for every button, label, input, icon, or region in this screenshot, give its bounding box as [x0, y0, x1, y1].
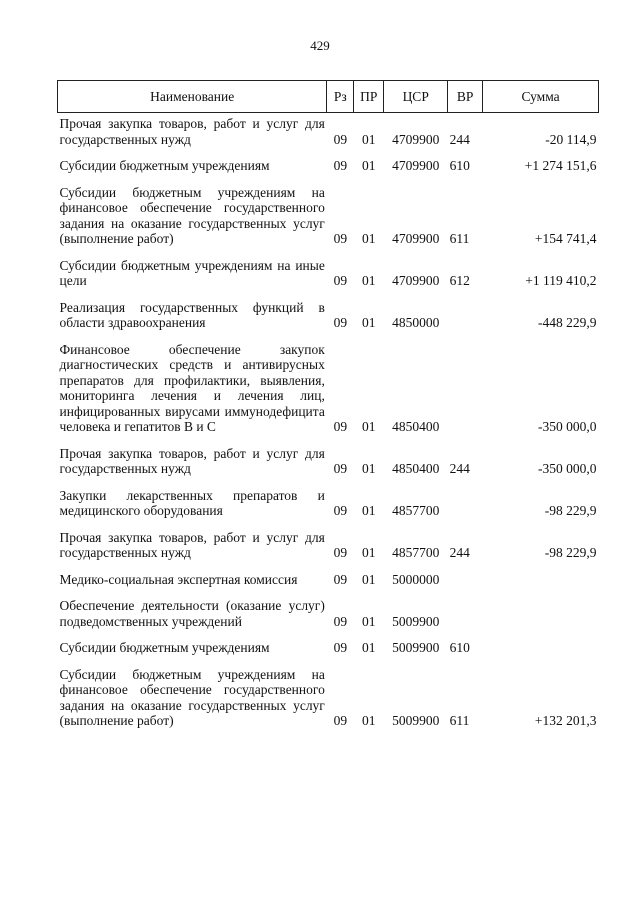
cell-vr: [448, 293, 483, 335]
table-row: [58, 481, 599, 523]
cell-rz: 09: [333, 461, 348, 476]
cell-vr: [448, 565, 483, 592]
table-header: [58, 81, 599, 113]
cell-name: Реализация государственных функций в области здравоохранения: [59, 299, 325, 330]
cell-csr: 4850400: [392, 419, 440, 434]
cell-pr: 01: [362, 571, 376, 587]
cell-rz: 09: [333, 131, 348, 147]
cell-name: Медико-социальная экспертная комиссия: [59, 571, 298, 587]
cell-csr: 4850000: [392, 315, 440, 330]
cell-name: Субсидии бюджетным учреждениям на финансовое обеспечение государственного задания на оказание государственных услуг (выполнение работ): [59, 184, 325, 246]
cell-name: Прочая закупка товаров, работ и услуг для государственных нужд: [59, 445, 325, 476]
cell-sum: -98 229,9: [544, 503, 597, 518]
cell-sum: +1 119 410,2: [525, 273, 597, 288]
table-row: [58, 565, 599, 592]
cell-name: Субсидии бюджетным учреждениям: [59, 158, 270, 173]
header-pr: ПР: [354, 81, 384, 113]
cell-pr: 01: [362, 713, 376, 728]
table-row: [58, 251, 599, 293]
table-row: [58, 335, 599, 439]
cell-name: Прочая закупка товаров, работ и услуг для государственных нужд: [59, 529, 325, 560]
cell-vr: 612: [449, 273, 470, 288]
cell-sum: -350 000,0: [538, 461, 597, 476]
cell-pr: 01: [362, 640, 376, 655]
cell-rz: 09: [333, 613, 348, 629]
table-row: [58, 633, 599, 660]
cell-rz: 09: [333, 545, 348, 560]
cell-vr: 611: [449, 231, 470, 246]
cell-pr: 01: [362, 315, 376, 330]
cell-sum: -20 114,9: [545, 131, 597, 147]
cell-sum: [483, 591, 599, 633]
cell-pr: 01: [362, 419, 376, 434]
cell-vr: 610: [449, 640, 470, 655]
cell-csr: 5009900: [392, 640, 440, 655]
cell-vr: 244: [449, 545, 470, 560]
cell-sum: -98 229,9: [544, 545, 597, 560]
table-row: [58, 591, 599, 633]
cell-sum: [483, 633, 599, 660]
cell-sum: +1 274 151,6: [524, 158, 597, 173]
cell-vr: 244: [449, 461, 470, 476]
cell-name: Обеспечение деятельности (оказание услуг) подведомственных учреждений: [59, 598, 325, 629]
table-row: [58, 113, 599, 152]
cell-vr: [448, 335, 483, 439]
cell-rz: 09: [333, 640, 348, 655]
table-row: [58, 151, 599, 178]
header-sum: Сумма: [483, 81, 599, 113]
cell-pr: 01: [362, 131, 376, 147]
cell-vr: [448, 591, 483, 633]
cell-name: Субсидии бюджетным учреждениям на финансовое обеспечение государственного задания на оказание государственных услуг (выполнение работ): [59, 666, 325, 728]
cell-vr: 244: [449, 131, 470, 147]
cell-name: Прочая закупка товаров, работ и услуг для государственных нужд: [59, 116, 325, 147]
header-vr: ВР: [448, 81, 483, 113]
header-csr: ЦСР: [384, 81, 448, 113]
budget-table: [57, 80, 599, 733]
cell-pr: 01: [362, 273, 376, 288]
cell-pr: 01: [362, 461, 376, 476]
table-row: [58, 439, 599, 481]
cell-sum: +154 741,4: [534, 231, 597, 246]
cell-csr: 4709900: [392, 131, 440, 147]
cell-rz: 09: [333, 571, 348, 587]
cell-name: Субсидии бюджетным учреждениям на иные цели: [59, 257, 325, 288]
cell-csr: 4709900: [392, 231, 440, 246]
cell-name: Финансовое обеспечение закупок диагностических средств и антивирусных препаратов для профилактики, выявления, мониторинга лечения и лечения лиц, инфицированных вирусами иммунодефицита человека и гепатитов В и С: [59, 341, 325, 434]
cell-pr: 01: [362, 158, 376, 173]
cell-csr: 5000000: [392, 571, 440, 587]
cell-csr: 4850400: [392, 461, 440, 476]
cell-name: Субсидии бюджетным учреждениям: [59, 640, 270, 655]
cell-name: Закупки лекарственных препаратов и медицинского оборудования: [59, 487, 325, 518]
cell-pr: 01: [362, 545, 376, 560]
header-name: Наименование: [58, 81, 327, 113]
cell-csr: 4857700: [392, 545, 440, 560]
cell-rz: 09: [333, 158, 348, 173]
cell-vr: 611: [449, 713, 470, 728]
table-body: [58, 113, 599, 733]
table-row: [58, 178, 599, 251]
cell-rz: 09: [333, 419, 348, 434]
cell-pr: 01: [362, 613, 376, 629]
cell-sum: -350 000,0: [538, 419, 597, 434]
cell-rz: 09: [333, 503, 348, 518]
cell-csr: 5009900: [392, 613, 440, 629]
table-row: [58, 293, 599, 335]
cell-csr: 5009900: [392, 713, 440, 728]
cell-csr: 4709900: [392, 273, 440, 288]
header-rz: Рз: [327, 81, 354, 113]
cell-csr: 4709900: [392, 158, 440, 173]
cell-rz: 09: [333, 273, 348, 288]
cell-rz: 09: [333, 315, 348, 330]
cell-vr: [448, 481, 483, 523]
cell-pr: 01: [362, 231, 376, 246]
cell-sum: +132 201,3: [534, 713, 597, 728]
page-number: 429: [310, 38, 330, 53]
cell-rz: 09: [333, 231, 348, 246]
cell-csr: 4857700: [392, 503, 440, 518]
cell-vr: 610: [449, 158, 470, 173]
table-row: [58, 523, 599, 565]
cell-pr: 01: [362, 503, 376, 518]
cell-sum: -448 229,9: [538, 315, 597, 330]
cell-sum: [483, 565, 599, 592]
cell-rz: 09: [333, 713, 348, 728]
table-row: [58, 660, 599, 733]
